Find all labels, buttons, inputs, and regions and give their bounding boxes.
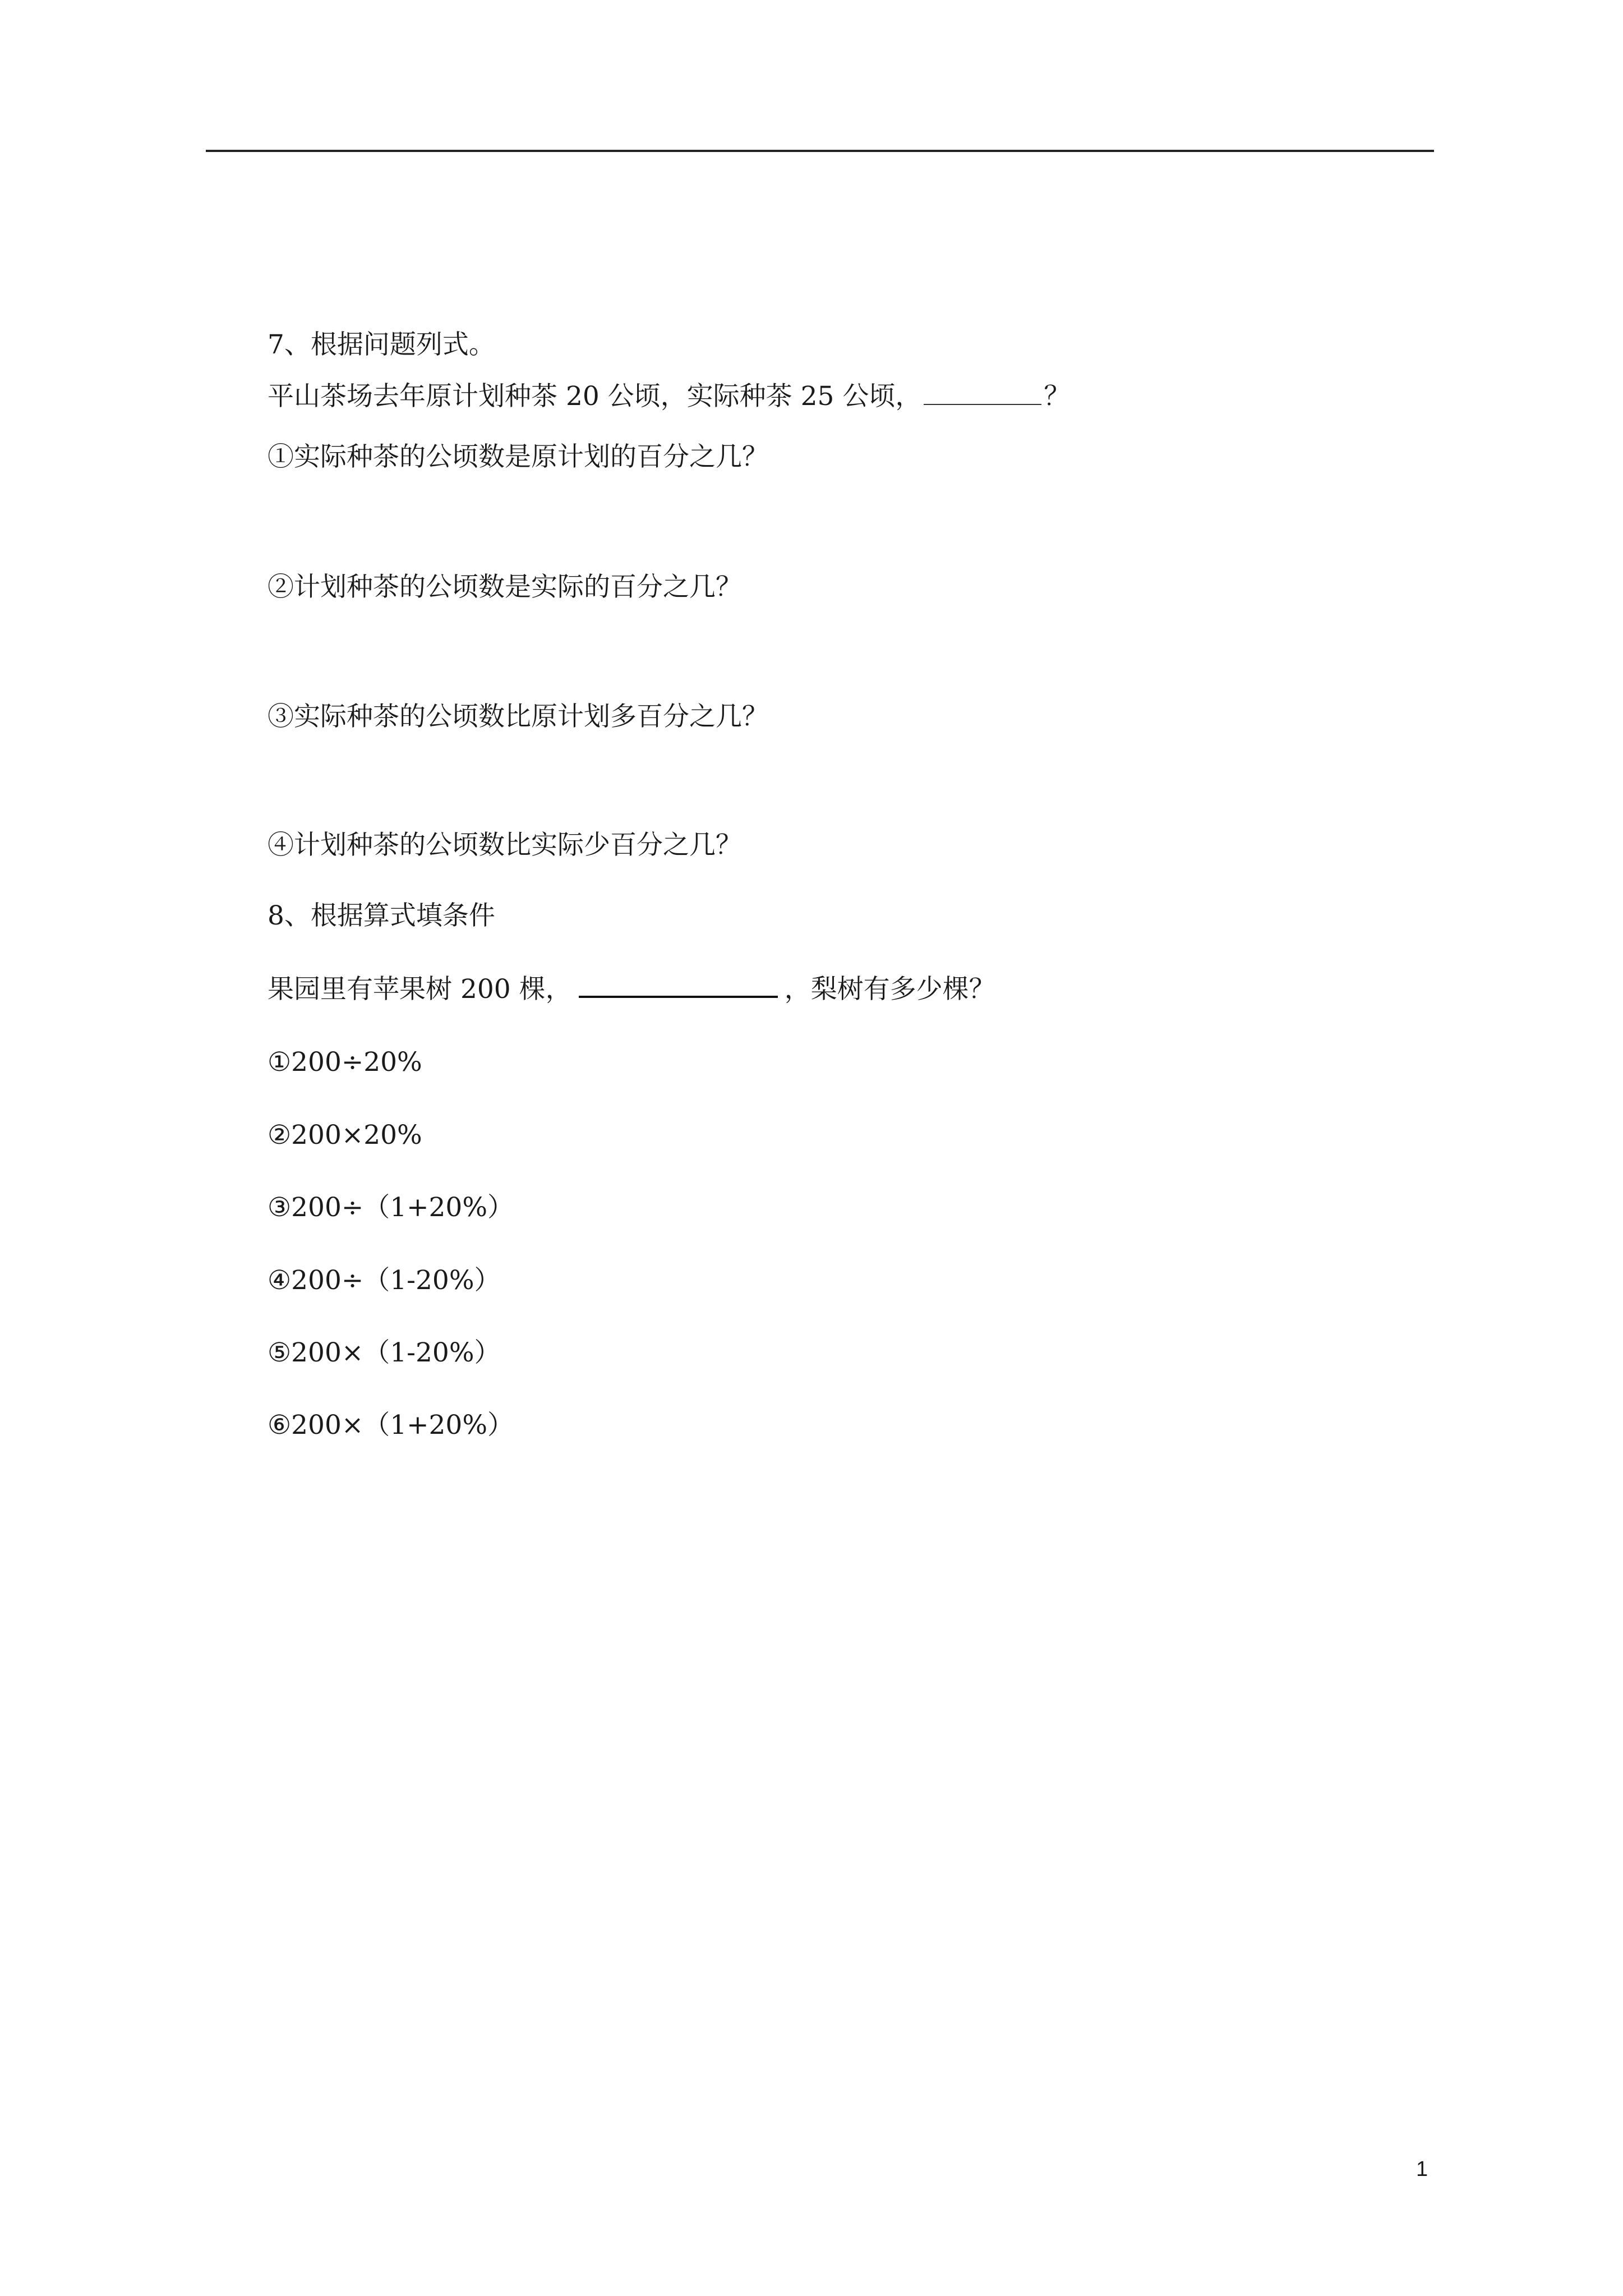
page-number: 1 [1416, 2157, 1428, 2181]
q7-item-1: ①实际种茶的公顷数是原计划的百分之几？ [268, 441, 768, 472]
q7-answer-blank[interactable] [924, 381, 1041, 405]
header-rule [206, 150, 1434, 152]
q8-item-2: ②200×20% [268, 1120, 422, 1151]
q7-stem [268, 380, 1070, 413]
q8-answer-blank[interactable] [579, 973, 778, 998]
q8-item-4: ④200÷（1-20%） [268, 1265, 501, 1296]
q8-stem-end: ，梨树有多少棵？ [784, 974, 995, 1005]
q7-stem-end: ？ [1044, 381, 1071, 412]
q8-stem [268, 973, 995, 1006]
q8-stem-text: 果园里有苹果树 200 棵， [268, 974, 572, 1005]
q8-item-6: ⑥200×（1+20%） [268, 1410, 514, 1441]
q7-item-4: ④计划种茶的公顷数比实际少百分之几？ [268, 830, 742, 861]
q7-item-2: ②计划种茶的公顷数是实际的百分之几？ [268, 572, 742, 602]
q8-item-5: ⑤200×（1-20%） [268, 1337, 501, 1368]
q7-stem-text: 平山茶场去年原计划种茶 20 公顷，实际种茶 25 公顷， [268, 381, 922, 412]
q7-item-3: ③实际种茶的公顷数比原计划多百分之几？ [268, 701, 768, 732]
q7-heading: 7、根据问题列式。 [268, 329, 495, 360]
q8-item-1: ①200÷20% [268, 1047, 422, 1078]
q8-item-3: ③200÷（1+20%） [268, 1192, 514, 1223]
q8-heading: 8、根据算式填条件 [268, 900, 495, 931]
